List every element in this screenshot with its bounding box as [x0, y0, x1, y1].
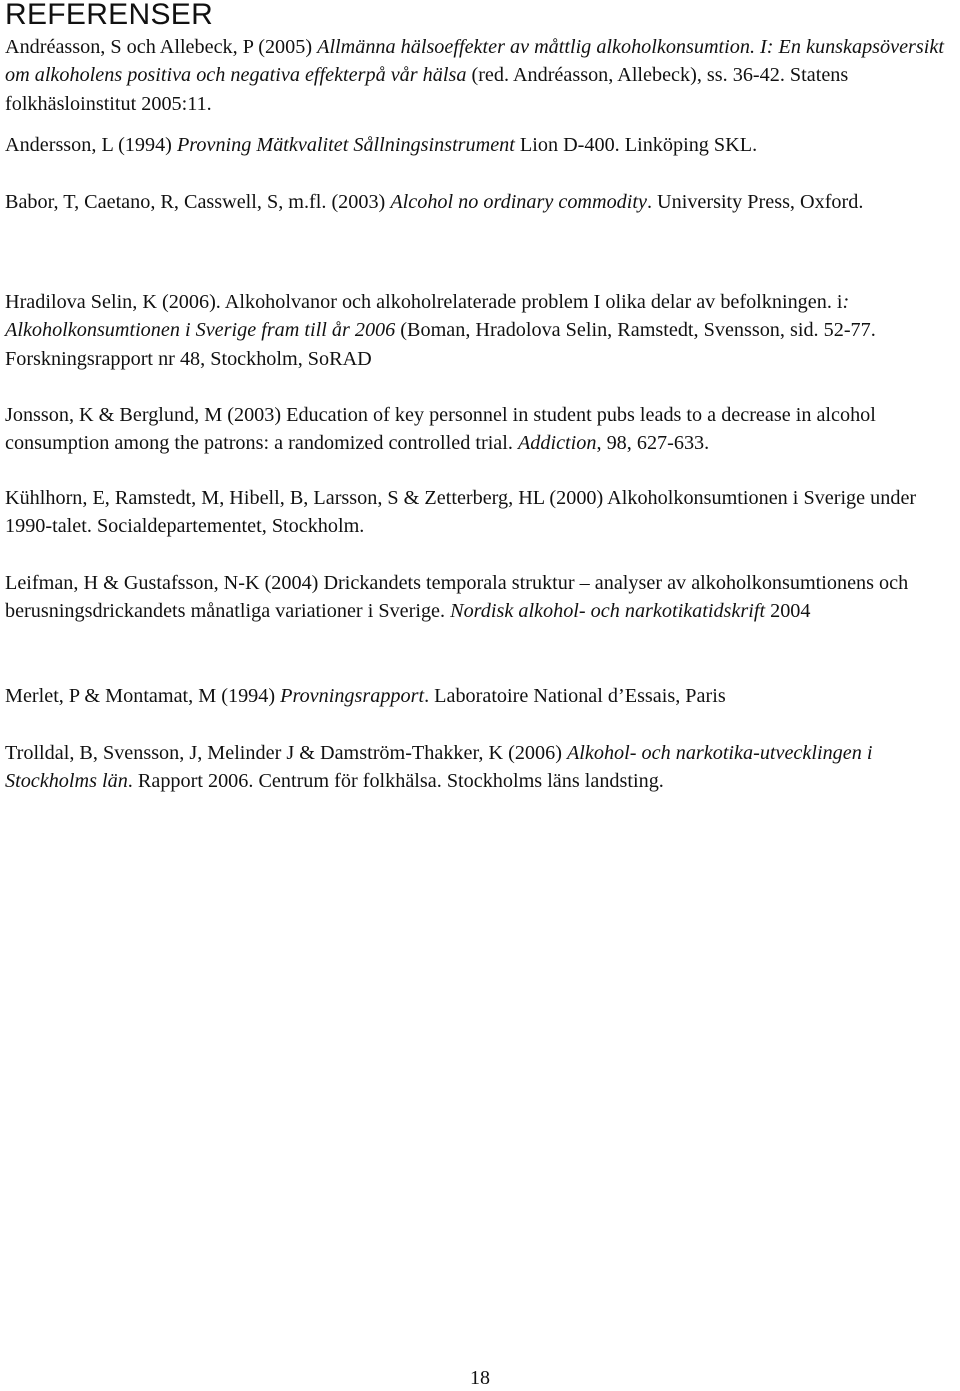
reference-entry	[5, 682, 957, 710]
reference-text: (red. Andréasson, Allebeck), ss. 36-42. Statens folkhäsloinstitut 2005:11.	[5, 64, 849, 115]
reference-text: Andréasson, S och Allebeck, P (2005)	[5, 36, 318, 58]
reference-title: Provning Mätkvalitet Sållningsinstrument	[176, 134, 515, 156]
page-heading: REFERENSER	[5, 0, 214, 31]
reference-title: Allmänna hälsoeffekter av måttlig alkoholkonsumtion. I: En kunskapsöversikt om alkoholens positiva och negativa effekterpå vår hälsa	[5, 36, 944, 87]
reference-title: Addiction	[517, 432, 597, 455]
reference-title: Nordisk alkohol- och narkotikatidskrift	[450, 600, 766, 623]
reference-title: : Alkoholkonsumtionen i Sverige fram till år 2006	[5, 291, 850, 342]
reference-entry	[5, 569, 957, 626]
reference-entry	[5, 484, 957, 541]
reference-entry	[5, 33, 957, 118]
reference-text: Babor, T, Caetano, R, Casswell, S, m.fl. (2003)	[5, 191, 391, 213]
reference-text: . Laboratoire National d’Essais, Paris	[424, 685, 726, 707]
reference-title: Alkohol- och narkotika-utvecklingen i Stockholms län	[5, 742, 873, 793]
reference-title: Alcohol no ordinary commodity	[390, 191, 647, 213]
reference-text: (Boman, Hradolova Selin, Ramstedt, Svensson, sid. 52-77. Forskningsrapport nr 48, Stockholm, SoRAD	[5, 319, 876, 370]
reference-text: Trolldal, B, Svensson, J, Melinder J & Damström-Thakker, K (2006)	[5, 742, 567, 764]
reference-entry	[5, 739, 957, 796]
reference-text: , 98, 627-633.	[596, 432, 710, 455]
reference-text: Andersson, L (1994)	[5, 134, 177, 156]
reference-entry	[5, 188, 957, 216]
reference-text: Kühlhorn, E, Ramstedt, M, Hibell, B, Larsson, S & Zetterberg, HL (2000) Alkoholkonsumtionen i Sverige under 1990-talet. Socialdepartementet, Stockholm.	[5, 487, 917, 538]
reference-entry	[5, 288, 957, 373]
reference-entry	[5, 401, 957, 458]
reference-text: Jonsson, K & Berglund, M (2003) Education of key personnel in student pubs leads to a decrease in alcohol consumption among the patrons: a randomized controlled trial.	[5, 404, 876, 455]
page-number: 18	[470, 1367, 490, 1389]
reference-title: Provningsrapport	[280, 685, 425, 707]
reference-text: . University Press, Oxford.	[646, 191, 864, 213]
reference-text: 2004	[765, 600, 811, 623]
reference-text: . Rapport 2006. Centrum för folkhälsa. Stockholms läns landsting.	[127, 770, 664, 793]
reference-text: Merlet, P & Montamat, M (1994)	[5, 685, 281, 707]
reference-text: Hradilova Selin, K (2006). Alkoholvanor och alkoholrelaterade problem I olika delar av befolkningen. i	[5, 291, 843, 313]
reference-entry	[5, 131, 957, 159]
reference-text: Leifman, H & Gustafsson, N-K (2004) Drickandets temporala struktur – analyser av alkoholkonsumtionens och berusningsdrickandets månatliga variationer i Sverige.	[5, 572, 909, 623]
reference-text: Lion D-400. Linköping SKL.	[514, 134, 758, 156]
